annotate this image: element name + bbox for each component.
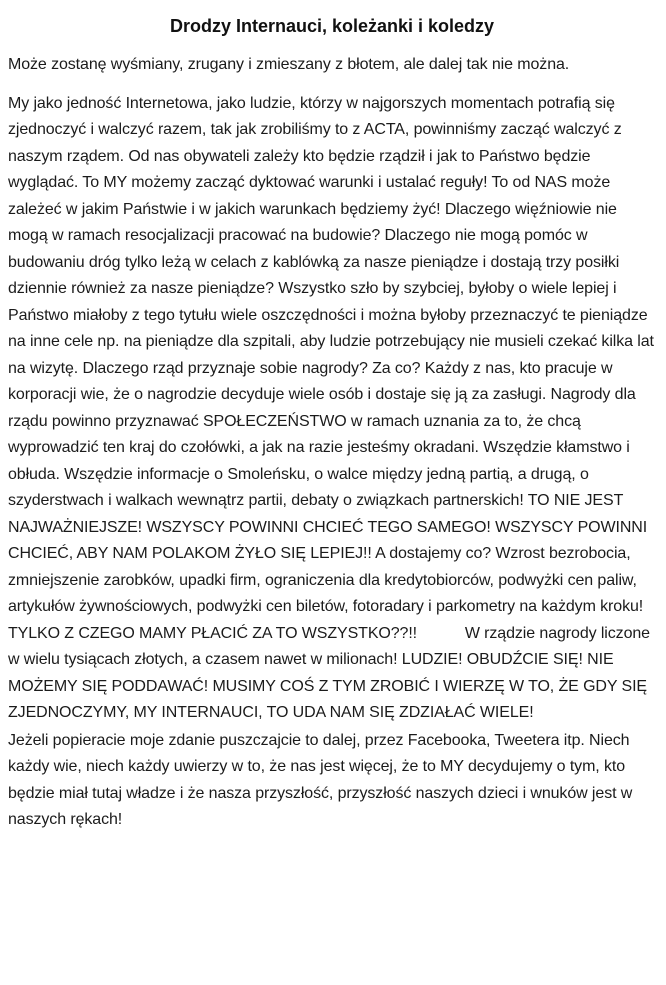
paragraph-intro: Może zostanę wyśmiany, zrugany i zmieszany z błotem, ale dalej tak nie można. <box>8 56 570 73</box>
paragraph-main: My jako jedność Internetowa, jako ludzie, którzy w najgorszych momentach potrafią się zjednoczyć i walczyć razem, tak jak zrobiliśmy to z ACTA, powinniśmy zacząć walczyć z naszym rządem. Od nas obywateli zależy kto będzie rządził i jak to Państwo będzie wyglądać. To MY możemy zacząć dyktować warunki i ustalać reguły! To od NAS może zależeć w jakim Państwie i w jakich warunkach będziemy żyć! Dlaczego więźniowie nie mogą w ramach resocjalizacji pracować na budowie? Dlaczego nie mogą pomóc w budowaniu dróg tylko leżą w celach z kablówką za nasze pieniądze i dostają trzy posiłki dziennie również za nasze pieniądze? Wszystko szło by szybciej, byłoby o wiele lepiej i Państwo miałoby z tego tytułu wiele oszczędności i można byłoby przeznaczyć te pieniądze na inne cele np. na pieniądze dla szpitali, aby ludzie potrzebujący nie musieli czekać kilka lat na wizytę. Dlaczego rząd przyznaje sobie nagrody? Za co? Każdy z nas, kto pracuje w korporacji wie, że o nagrodzie decyduje wiele osób i dostaje się ją za zasługi. Nagrody dla rządu powinno przyznawać SPOŁECZEŃSTWO w ramach uznania za to, że chcą wyprowadzić ten kraj do czołówki, a jak na razie jesteśmy okradani. Wszędzie kłamstwo i obłuda. Wszędzie informacje o Smoleńsku, o walce między jedną partią, a drugą, o szyderstwach i walkach wewnątrz partii, debaty o związkach partnerskich! TO NIE JEST NAJWAŻNIEJSZE! WSZYSCY POWINNI CHCIEĆ TEGO SAMEGO! WSZYSCY POWINNI CHCIEĆ, ABY NAM POLAKOM ŻYŁO SIĘ LEPIEJ!! A dostajemy co? Wzrost bezrobocia, zmniejszenie zarobków, upadki firm, ograniczenia dla kredytobiorców, podwyżki cen paliw, artykułów żywnościowych, podwyżki cen biletów, fotoradary i parkometry na każdym kroku! TYLKO Z CZEGO MAMY PŁACIĆ ZA TO WSZYSTKO??!! W rządzie nagrody liczone w wielu tysiącach złotych, a czasem nawet w milionach! LUDZIE! OBUDŹCIE SIĘ! NIE MOŻEMY SIĘ PODDAWAĆ! MUSIMY COŚ Z TYM ZROBIĆ I WIERZĘ W TO, ŻE GDY SIĘ ZJEDNOCZYMY, MY INTERNAUCI, TO UDA NAM SIĘ ZDZIAŁAĆ WIELE! <box>8 94 654 721</box>
document-title: Drodzy Internauci, koleżanki i koledzy <box>169 16 495 36</box>
paragraph-closing: Jeżeli popieracie moje zdanie puszczajcie to dalej, przez Facebooka, Tweetera itp. Niech każdy wie, niech każdy uwierzy w to, że nas jest więcej, że to MY decydujemy o tym, kto będzie miał tutaj władze i że nasza przyszłość, przyszłość naszych dzieci i wnuków jest w naszych rękach! <box>8 731 633 828</box>
